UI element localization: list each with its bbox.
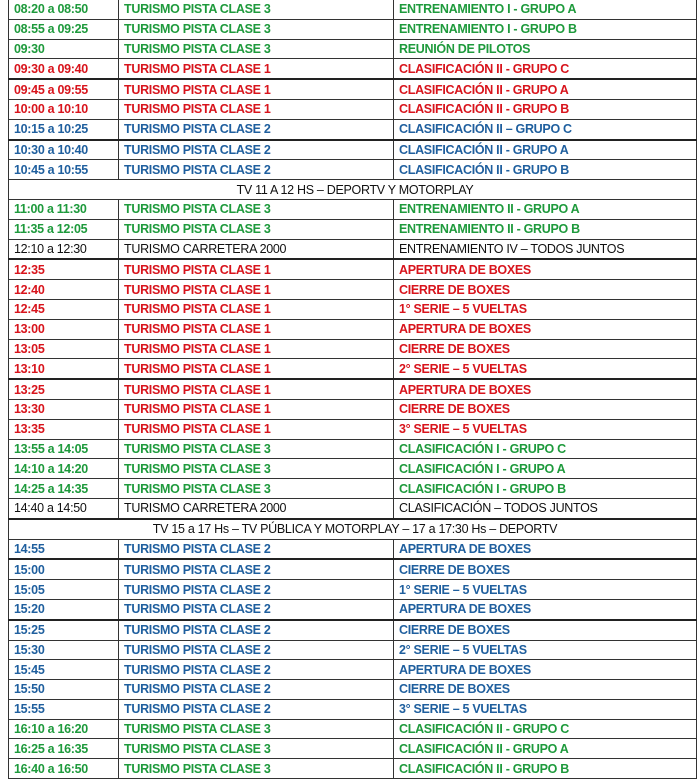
category-cell: TURISMO PISTA CLASE 2 <box>119 580 394 600</box>
event-cell: CLASIFICACIÓN II - GRUPO B <box>394 759 697 779</box>
category-cell: TURISMO PISTA CLASE 1 <box>119 280 394 300</box>
schedule-row <box>9 19 697 39</box>
event-cell: CLASIFICACIÓN II - GRUPO A <box>394 739 697 759</box>
schedule-row <box>9 759 697 779</box>
time-cell: 09:30 a 09:40 <box>9 59 119 79</box>
time-cell: 13:35 <box>9 419 119 439</box>
event-cell: CLASIFICACIÓN I - GRUPO C <box>394 439 697 459</box>
event-cell: CIERRE DE BOXES <box>394 680 697 700</box>
schedule-row <box>9 359 697 379</box>
event-cell: CLASIFICACIÓN II - GRUPO B <box>394 99 697 119</box>
time-cell: 13:30 <box>9 399 119 419</box>
event-cell: 1° SERIE – 5 VUELTAS <box>394 299 697 319</box>
event-cell: CLASIFICACIÓN II - GRUPO A <box>394 140 697 160</box>
time-cell: 15:25 <box>9 620 119 640</box>
schedule-row <box>9 680 697 700</box>
event-cell: APERTURA DE BOXES <box>394 319 697 339</box>
schedule-row <box>9 99 697 119</box>
time-cell: 09:45 a 09:55 <box>9 79 119 99</box>
schedule-row <box>9 498 697 518</box>
time-cell: 12:10 a 12:30 <box>9 239 119 259</box>
time-cell: 13:10 <box>9 359 119 379</box>
event-cell: CLASIFICACIÓN II - GRUPO B <box>394 160 697 180</box>
event-cell: CIERRE DE BOXES <box>394 280 697 300</box>
event-cell: CIERRE DE BOXES <box>394 620 697 640</box>
time-cell: 13:25 <box>9 379 119 399</box>
category-cell: TURISMO PISTA CLASE 1 <box>119 339 394 359</box>
event-cell: CLASIFICACIÓN II - GRUPO A <box>394 79 697 99</box>
event-cell: ENTRENAMIENTO IV – TODOS JUNTOS <box>394 239 697 259</box>
category-cell: TURISMO PISTA CLASE 3 <box>119 719 394 739</box>
category-cell: TURISMO PISTA CLASE 3 <box>119 759 394 779</box>
schedule-row <box>9 280 697 300</box>
schedule-row <box>9 259 697 279</box>
event-cell: CLASIFICACIÓN II - GRUPO C <box>394 719 697 739</box>
schedule-row <box>9 339 697 359</box>
event-cell: CLASIFICACIÓN I - GRUPO A <box>394 459 697 479</box>
time-cell: 15:30 <box>9 640 119 660</box>
category-cell: TURISMO PISTA CLASE 3 <box>119 39 394 59</box>
tv-broadcast-header-row <box>9 519 697 539</box>
event-cell: APERTURA DE BOXES <box>394 660 697 680</box>
schedule-row <box>9 299 697 319</box>
category-cell: TURISMO PISTA CLASE 2 <box>119 620 394 640</box>
category-cell: TURISMO PISTA CLASE 1 <box>119 379 394 399</box>
schedule-table <box>8 0 697 779</box>
time-cell: 15:05 <box>9 580 119 600</box>
schedule-row <box>9 219 697 239</box>
category-cell: TURISMO PISTA CLASE 3 <box>119 459 394 479</box>
event-cell: APERTURA DE BOXES <box>394 599 697 619</box>
time-cell: 12:40 <box>9 280 119 300</box>
category-cell: TURISMO PISTA CLASE 3 <box>119 219 394 239</box>
category-cell: TURISMO PISTA CLASE 2 <box>119 680 394 700</box>
event-cell: CLASIFICACIÓN II – GRUPO C <box>394 119 697 139</box>
category-cell: TURISMO PISTA CLASE 2 <box>119 160 394 180</box>
tv-broadcast-header: TV 11 A 12 HS – DEPORTV Y MOTORPLAY <box>9 180 697 200</box>
event-cell: 2° SERIE – 5 VUELTAS <box>394 640 697 660</box>
time-cell: 14:10 a 14:20 <box>9 459 119 479</box>
time-cell: 16:10 a 16:20 <box>9 719 119 739</box>
category-cell: TURISMO PISTA CLASE 1 <box>119 399 394 419</box>
schedule-row <box>9 599 697 619</box>
event-cell: 3° SERIE – 5 VUELTAS <box>394 419 697 439</box>
tv-broadcast-header-row <box>9 180 697 200</box>
event-cell: CLASIFICACIÓN – TODOS JUNTOS <box>394 498 697 518</box>
category-cell: TURISMO PISTA CLASE 1 <box>119 59 394 79</box>
category-cell: TURISMO PISTA CLASE 1 <box>119 359 394 379</box>
category-cell: TURISMO PISTA CLASE 3 <box>119 19 394 39</box>
schedule-row <box>9 59 697 79</box>
time-cell: 13:55 a 14:05 <box>9 439 119 459</box>
category-cell: TURISMO PISTA CLASE 1 <box>119 99 394 119</box>
time-cell: 15:20 <box>9 599 119 619</box>
schedule-row <box>9 319 697 339</box>
time-cell: 10:30 a 10:40 <box>9 140 119 160</box>
schedule-row <box>9 39 697 59</box>
time-cell: 12:45 <box>9 299 119 319</box>
category-cell: TURISMO PISTA CLASE 3 <box>119 739 394 759</box>
category-cell: TURISMO PISTA CLASE 2 <box>119 140 394 160</box>
time-cell: 10:45 a 10:55 <box>9 160 119 180</box>
schedule-row <box>9 439 697 459</box>
time-cell: 09:30 <box>9 39 119 59</box>
schedule-row <box>9 199 697 219</box>
category-cell: TURISMO PISTA CLASE 1 <box>119 259 394 279</box>
time-cell: 12:35 <box>9 259 119 279</box>
schedule-row <box>9 699 697 719</box>
time-cell: 15:50 <box>9 680 119 700</box>
category-cell: TURISMO PISTA CLASE 2 <box>119 599 394 619</box>
time-cell: 13:00 <box>9 319 119 339</box>
event-cell: 2° SERIE – 5 VUELTAS <box>394 359 697 379</box>
event-cell: CLASIFICACIÓN I - GRUPO B <box>394 479 697 499</box>
event-cell: CIERRE DE BOXES <box>394 399 697 419</box>
schedule-row <box>9 459 697 479</box>
time-cell: 15:45 <box>9 660 119 680</box>
event-cell: CIERRE DE BOXES <box>394 339 697 359</box>
category-cell: TURISMO PISTA CLASE 1 <box>119 79 394 99</box>
event-cell: APERTURA DE BOXES <box>394 539 697 559</box>
schedule-row <box>9 620 697 640</box>
time-cell: 08:20 a 08:50 <box>9 0 119 19</box>
category-cell: TURISMO PISTA CLASE 2 <box>119 559 394 579</box>
schedule-row <box>9 660 697 680</box>
event-cell: APERTURA DE BOXES <box>394 259 697 279</box>
event-cell: CLASIFICACIÓN II - GRUPO C <box>394 59 697 79</box>
schedule-row <box>9 379 697 399</box>
event-cell: APERTURA DE BOXES <box>394 379 697 399</box>
time-cell: 14:55 <box>9 539 119 559</box>
category-cell: TURISMO PISTA CLASE 1 <box>119 319 394 339</box>
time-cell: 11:00 a 11:30 <box>9 199 119 219</box>
schedule-row <box>9 419 697 439</box>
schedule-body <box>9 0 697 779</box>
schedule-row <box>9 479 697 499</box>
event-cell: ENTRENAMIENTO II - GRUPO B <box>394 219 697 239</box>
tv-broadcast-header: TV 15 a 17 Hs – TV PÚBLICA Y MOTORPLAY – 17 a 17:30 Hs – DEPORTV <box>9 519 697 539</box>
category-cell: TURISMO PISTA CLASE 1 <box>119 299 394 319</box>
time-cell: 14:40 a 14:50 <box>9 498 119 518</box>
time-cell: 16:25 a 16:35 <box>9 739 119 759</box>
schedule-row <box>9 140 697 160</box>
category-cell: TURISMO PISTA CLASE 2 <box>119 119 394 139</box>
time-cell: 10:15 a 10:25 <box>9 119 119 139</box>
category-cell: TURISMO PISTA CLASE 3 <box>119 0 394 19</box>
time-cell: 11:35 a 12:05 <box>9 219 119 239</box>
category-cell: TURISMO CARRETERA 2000 <box>119 239 394 259</box>
time-cell: 14:25 a 14:35 <box>9 479 119 499</box>
category-cell: TURISMO PISTA CLASE 3 <box>119 479 394 499</box>
category-cell: TURISMO PISTA CLASE 2 <box>119 640 394 660</box>
time-cell: 16:40 a 16:50 <box>9 759 119 779</box>
category-cell: TURISMO PISTA CLASE 2 <box>119 699 394 719</box>
schedule-row <box>9 640 697 660</box>
category-cell: TURISMO CARRETERA 2000 <box>119 498 394 518</box>
schedule-row <box>9 399 697 419</box>
event-cell: 3° SERIE – 5 VUELTAS <box>394 699 697 719</box>
time-cell: 15:55 <box>9 699 119 719</box>
schedule-row <box>9 739 697 759</box>
schedule-row <box>9 539 697 559</box>
schedule-row <box>9 160 697 180</box>
time-cell: 15:00 <box>9 559 119 579</box>
schedule-row <box>9 559 697 579</box>
category-cell: TURISMO PISTA CLASE 3 <box>119 199 394 219</box>
schedule-row <box>9 239 697 259</box>
time-cell: 10:00 a 10:10 <box>9 99 119 119</box>
event-cell: ENTRENAMIENTO I - GRUPO B <box>394 19 697 39</box>
category-cell: TURISMO PISTA CLASE 2 <box>119 660 394 680</box>
category-cell: TURISMO PISTA CLASE 3 <box>119 439 394 459</box>
event-cell: ENTRENAMIENTO I - GRUPO A <box>394 0 697 19</box>
schedule-row <box>9 119 697 139</box>
schedule-row <box>9 719 697 739</box>
event-cell: 1° SERIE – 5 VUELTAS <box>394 580 697 600</box>
event-cell: ENTRENAMIENTO II - GRUPO A <box>394 199 697 219</box>
schedule-row <box>9 0 697 19</box>
category-cell: TURISMO PISTA CLASE 2 <box>119 539 394 559</box>
event-cell: REUNIÓN DE PILOTOS <box>394 39 697 59</box>
event-cell: CIERRE DE BOXES <box>394 559 697 579</box>
category-cell: TURISMO PISTA CLASE 1 <box>119 419 394 439</box>
time-cell: 13:05 <box>9 339 119 359</box>
schedule-row <box>9 79 697 99</box>
time-cell: 08:55 a 09:25 <box>9 19 119 39</box>
schedule-row <box>9 580 697 600</box>
